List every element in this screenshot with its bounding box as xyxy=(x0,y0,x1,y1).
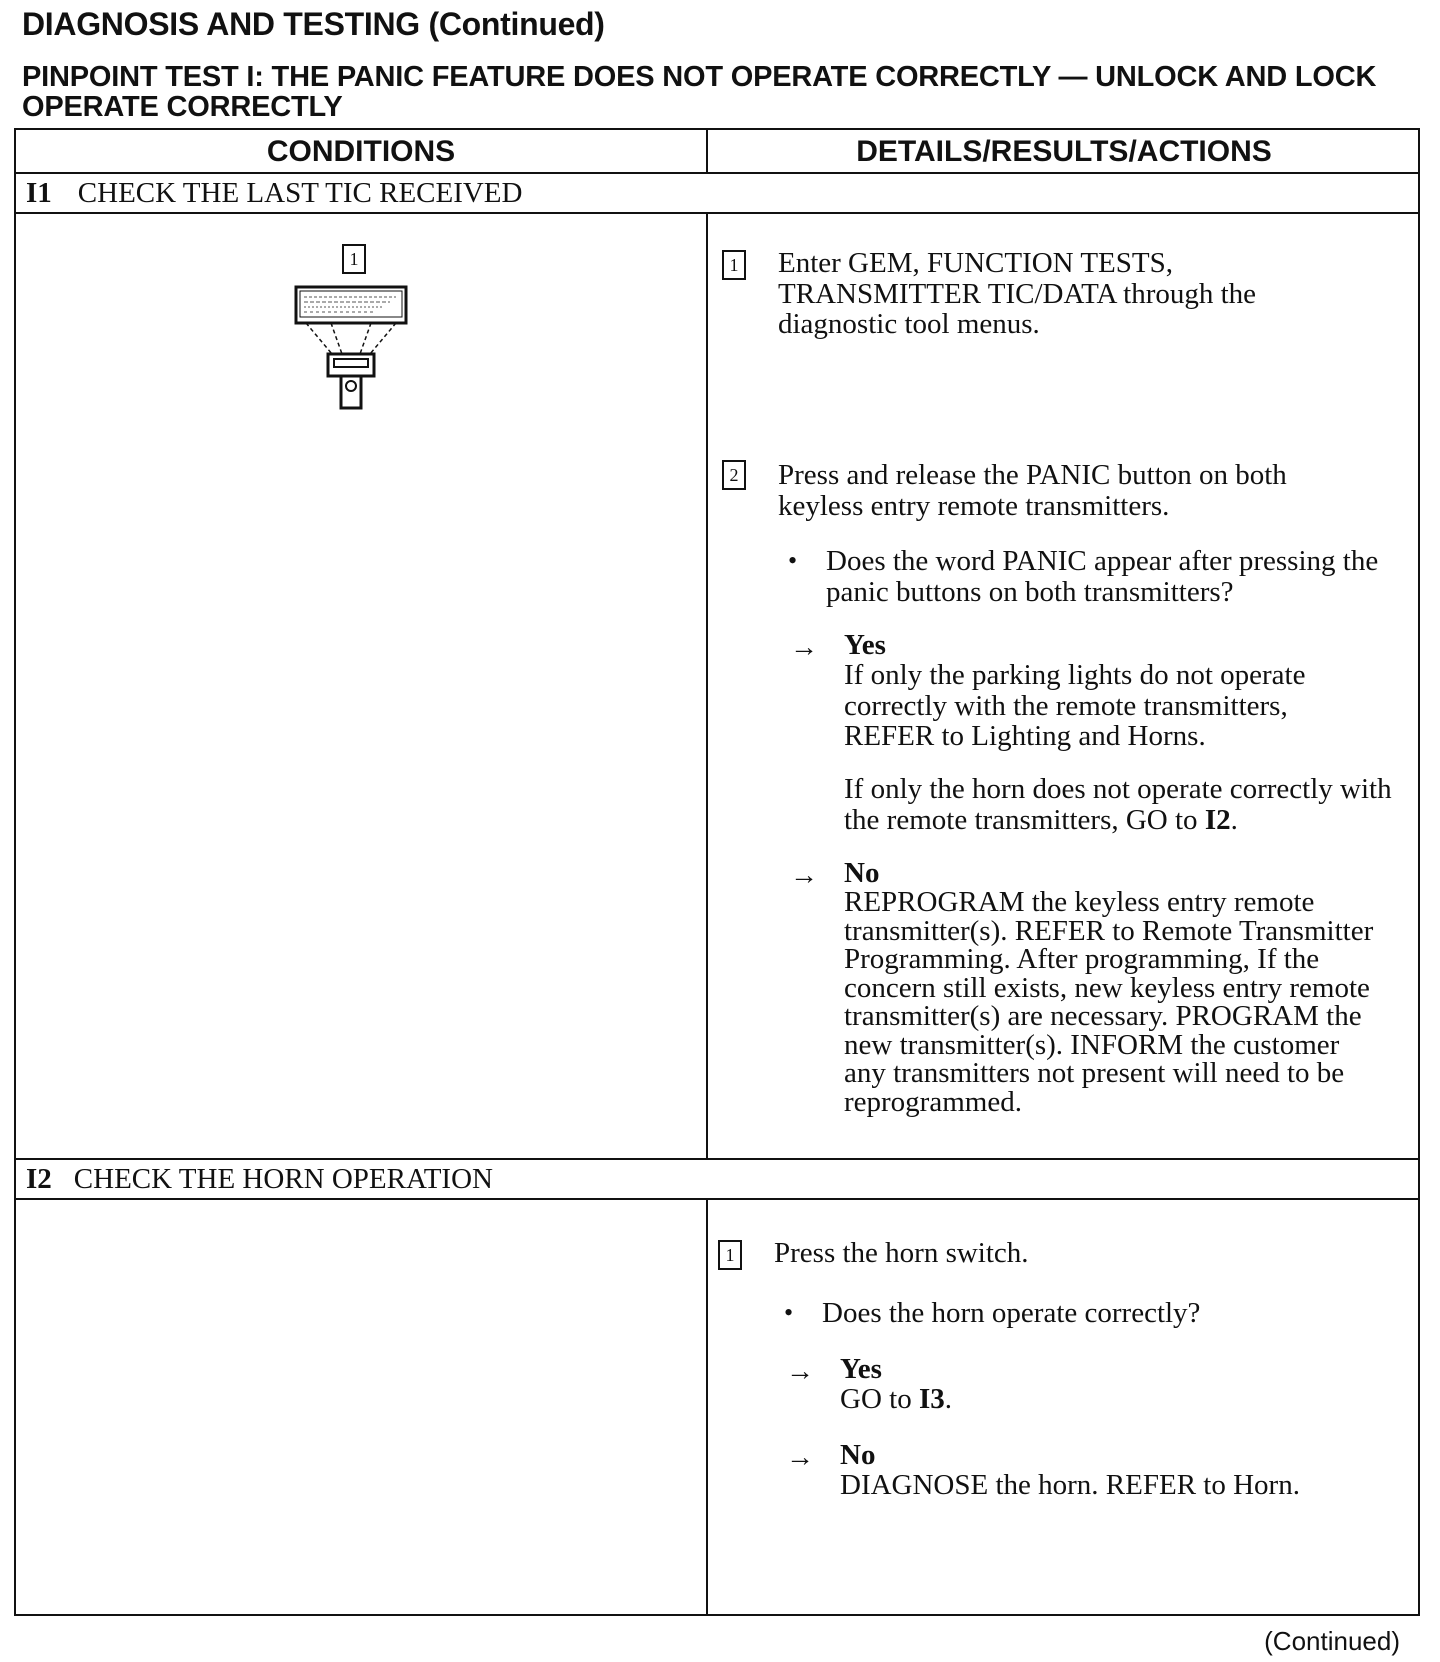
i1-yes-text2 xyxy=(844,774,1404,835)
arrow-right-icon: → xyxy=(786,1442,814,1473)
i1-body-divider xyxy=(706,212,708,1158)
i2-yes-text-pre: GO to xyxy=(840,1383,919,1415)
page-title: DIAGNOSIS AND TESTING (Continued) xyxy=(22,6,605,42)
bullet-icon: • xyxy=(784,1298,794,1327)
column-header-conditions: CONDITIONS xyxy=(266,135,456,168)
i2-step1-text: Press the horn switch. xyxy=(774,1237,1029,1269)
diagnostic-tool-icon xyxy=(286,282,416,412)
i2-yes-label: Yes xyxy=(840,1353,882,1385)
i2-step1-number: 1 xyxy=(718,1240,742,1270)
i1-header-bottom-line xyxy=(16,212,1418,214)
i2-yes-text-post: . xyxy=(944,1383,952,1415)
figure-step-label: 1 xyxy=(342,244,366,274)
step-i2-title: CHECK THE HORN OPERATION xyxy=(73,1163,493,1195)
pinpoint-test-title: PINPOINT TEST I: THE PANIC FEATURE DOES NOT OPERATE CORRECTLY — UNLOCK AND LOCK OPERATE CORRECTLY xyxy=(22,61,1377,123)
column-header-details: DETAILS/RESULTS/ACTIONS xyxy=(856,135,1272,168)
i1-step1-text: Enter GEM, FUNCTION TESTS, TRANSMITTER TIC/DATA through the diagnostic tool menus. xyxy=(778,247,1257,340)
i1-yes-text1: If only the parking lights do not operate correctly with the remote transmitters, REFER to Lighting and Horns. xyxy=(844,659,1306,752)
step-i2-id: I2 xyxy=(26,1163,52,1195)
i1-step1-number: 1 xyxy=(722,250,746,280)
arrow-right-icon: → xyxy=(790,632,818,663)
i1-yes-text2-post: . xyxy=(1230,803,1238,836)
i1-yes-text2-pre: If only the horn does not operate correctly with the remote transmitters, GO to xyxy=(844,773,1392,836)
i2-question: Does the horn operate correctly? xyxy=(822,1297,1201,1329)
i1-step2-number: 2 xyxy=(722,460,746,490)
continued-note: (Continued) xyxy=(1264,1626,1400,1656)
i1-no-text: REPROGRAM the keyless entry remote transmitter(s). REFER to Remote Transmitter Programming. After programming, If the concern still exists, new keyless entry remote transmitter(s) are necessary. PROGRAM the new transmitter(s). INFORM the customer any transmitters not present will need to be reprogrammed. xyxy=(844,886,1374,1118)
i1-yes-label: Yes xyxy=(844,629,886,661)
step-i1-header xyxy=(26,174,1406,212)
header-divider xyxy=(706,130,708,172)
pinpoint-test-table xyxy=(14,128,1420,1616)
i2-yes-text-ref: I3 xyxy=(918,1383,945,1415)
i2-no-label: No xyxy=(840,1439,876,1471)
bullet-icon: • xyxy=(788,546,798,575)
i1-no-label: No xyxy=(844,857,880,889)
i2-yes-text xyxy=(840,1384,1360,1415)
i2-header-bottom-line xyxy=(16,1198,1418,1200)
i2-no-text: DIAGNOSE the horn. REFER to Horn. xyxy=(840,1469,1300,1501)
i1-yes-text2-ref: I2 xyxy=(1204,803,1231,836)
step-i1-title: CHECK THE LAST TIC RECEIVED xyxy=(77,177,523,209)
arrow-right-icon: → xyxy=(790,860,818,891)
step-i1-id: I1 xyxy=(26,177,52,209)
arrow-right-icon: → xyxy=(786,1356,814,1387)
table-header-row xyxy=(16,130,1418,174)
i1-question: Does the word PANIC appear after pressing the panic buttons on both transmitters? xyxy=(826,545,1379,608)
i1-step2-text: Press and release the PANIC button on both keyless entry remote transmitters. xyxy=(778,459,1287,522)
step-i2-header xyxy=(26,1160,1406,1198)
i2-body-divider xyxy=(706,1198,708,1616)
